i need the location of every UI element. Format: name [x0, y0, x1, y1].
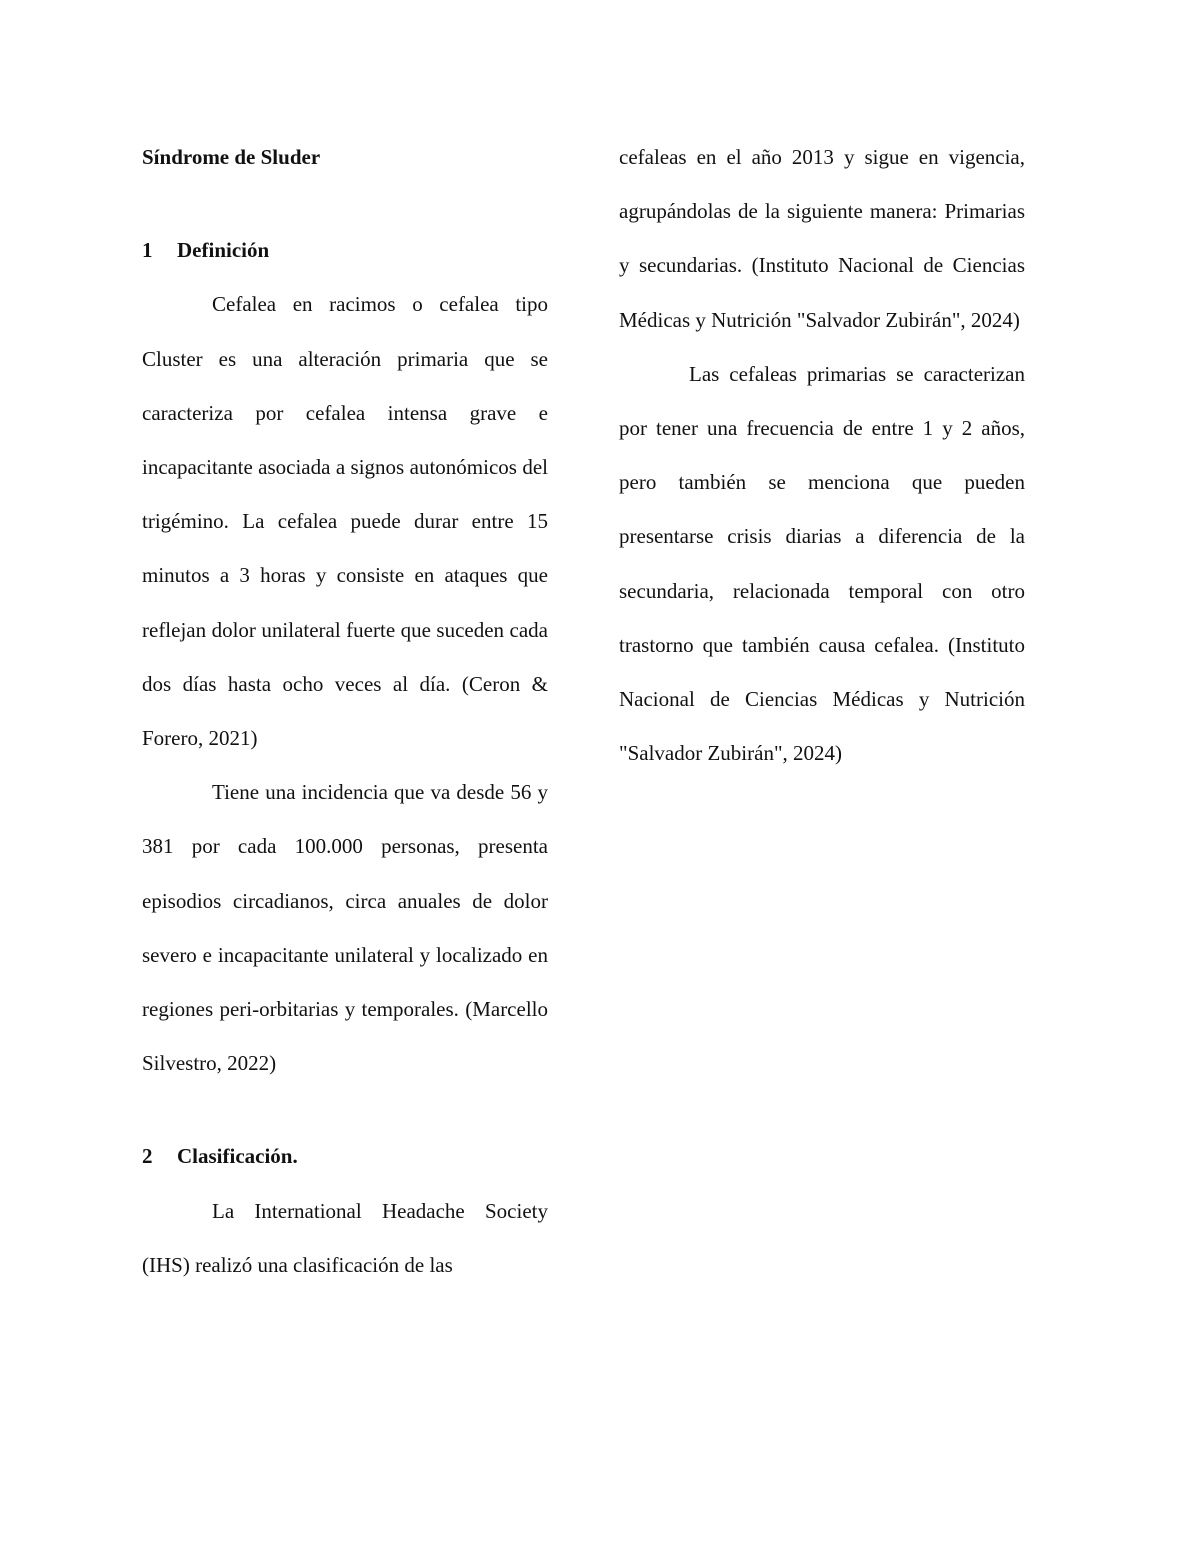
paragraph-definicion-2: Tiene una incidencia que va desde 56 y 381 por cada 100.000 personas, presenta episodios circadianos, circa anuales de dolor severo e incapacitante unilateral y localizado en regiones peri-orbitarias y temporales. (Marcello Silvestro, 2022)	[142, 780, 548, 1076]
section-heading-clasificacion	[142, 1129, 548, 1183]
left-column	[142, 130, 548, 1292]
paragraph-clasificacion-1: La International Headache Society (IHS) realizó una clasificación de las	[142, 1198, 548, 1277]
spacer	[142, 184, 548, 223]
section-title: Clasificación.	[177, 1144, 298, 1169]
section-number: 2	[142, 1144, 153, 1169]
document-title: Síndrome de Sluder	[142, 145, 321, 169]
paragraph-cefaleas-primarias: Las cefaleas primarias se caracterizan por tener una frecuencia de entre 1 y 2 años, pero también se menciona que pueden presentarse crisis diarias a diferencia de la secundaria, relacionada temporal con otro trastorno que también causa cefalea. (Instituto Nacional de Ciencias Médicas y Nutrición "Salvador Zubirán", 2024)	[619, 361, 1025, 766]
paragraph-continuation: cefaleas en el año 2013 y sigue en vigencia, agrupándolas de la siguiente manera: Primarias y secundarias. (Instituto Nacional de Ciencias Médicas y Nutrición "Salvador Zubirán", 2024)	[619, 145, 1025, 332]
section-number: 1	[142, 238, 153, 263]
section-title: Definición	[177, 238, 270, 263]
right-column	[619, 130, 1025, 780]
section-heading-definicion	[142, 223, 548, 277]
paragraph-definicion-1: Cefalea en racimos o cefalea tipo Cluster es una alteración primaria que se caracteriza por cefalea intensa grave e incapacitante asociada a signos autonómicos del trigémino. La cefalea puede durar entre 15 minutos a 3 horas y consiste en ataques que reflejan dolor unilateral fuerte que suceden cada dos días hasta ocho veces al día. (Ceron & Forero, 2021)	[142, 292, 548, 750]
spacer	[142, 1090, 548, 1129]
